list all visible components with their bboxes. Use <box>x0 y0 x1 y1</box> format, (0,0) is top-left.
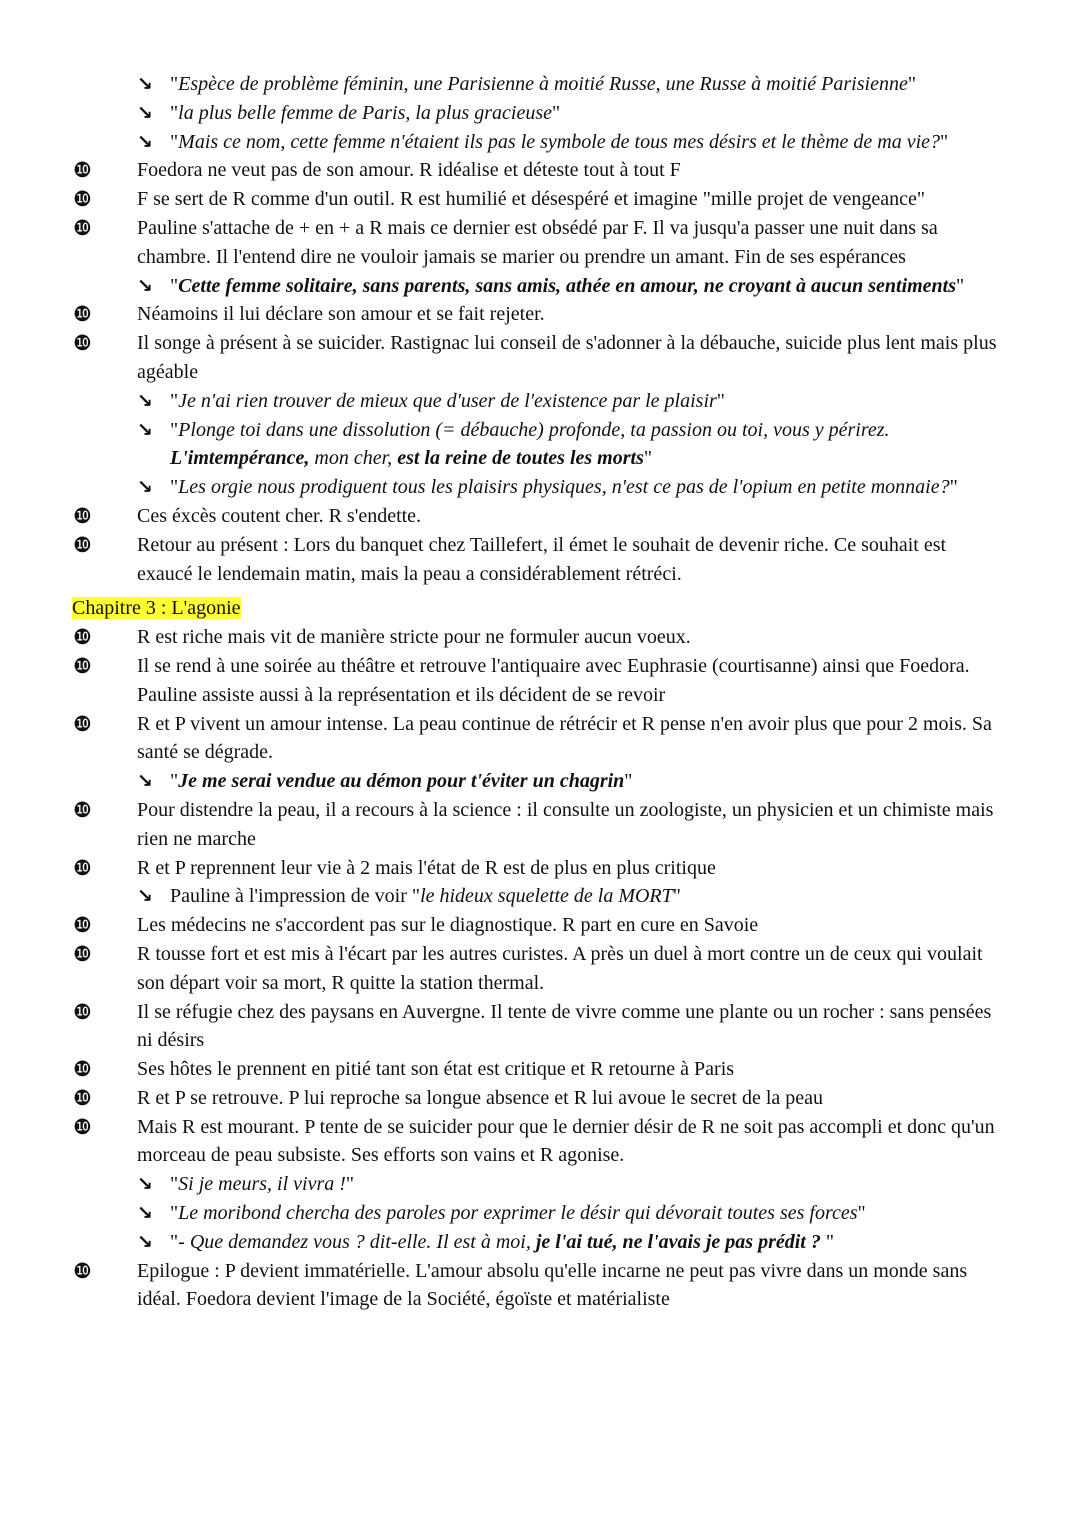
text-segment: " <box>956 274 965 297</box>
text-segment: " <box>170 1202 179 1225</box>
quote-subitem <box>0 128 1003 157</box>
list-item <box>0 1084 1003 1113</box>
text-line <box>170 131 948 153</box>
list-item <box>0 1055 1003 1084</box>
text-segment: Pauline s'attache de + en + a R mais ce dernier est obsédé par F. Il va jusqu'a passer une nuit dans sa chambre. Il l'entend dire ne vouloir jamais se marier ou prendre un amant. Fin de ses espérances <box>137 216 938 268</box>
text-segment: " <box>170 418 179 441</box>
text-line <box>137 655 970 706</box>
text-segment: je l'ai tué, ne l'avais je pas prédit ? <box>535 1230 821 1253</box>
text-line <box>170 102 560 124</box>
quote-subitem <box>0 416 1003 474</box>
text-line <box>170 885 681 907</box>
list-item <box>0 329 1003 387</box>
list-item <box>0 214 1003 272</box>
text-segment: la plus belle femme de Paris, la plus gracieuse <box>178 101 552 124</box>
text-line <box>137 303 545 325</box>
text-segment: Les orgie nous prodiguent tous les plaisirs physiques, n'est ce pas de l'opium en petite monnaie? <box>178 476 950 499</box>
text-line <box>137 159 681 181</box>
quote-subitem <box>0 272 1003 301</box>
text-line <box>137 1001 991 1052</box>
text-segment: Foedora ne veut pas de son amour. R idéalise et déteste tout à tout F <box>137 159 681 182</box>
text-segment: R est riche mais vit de manière stricte pour ne formuler aucun voeux. <box>137 626 691 649</box>
text-line <box>170 73 916 95</box>
circled-ten-bullet-icon: ❿ <box>73 302 92 327</box>
list-item <box>0 796 1003 854</box>
text-segment: L'imtempérance, <box>170 447 310 470</box>
list-item <box>0 531 1003 589</box>
arrow-bullet-icon: ↘ <box>137 476 153 499</box>
text-segment: " <box>170 1173 179 1196</box>
circled-ten-bullet-icon: ❿ <box>73 187 92 212</box>
text-segment: Le moribond chercha des paroles por exprimer le désir qui dévorait toutes ses forces <box>178 1202 858 1225</box>
text-segment: " <box>170 770 179 793</box>
text-segment: Mais ce nom, cette femme n'étaient ils pas le symbole de tous mes désirs et le thème de ma vie? <box>178 130 941 153</box>
text-segment: Il songe à présent à se suicider. Rastignac lui conseil de s'adonner à la débauche, suicide plus lent mais plus agéable <box>137 332 997 383</box>
text-line <box>137 1116 995 1167</box>
text-segment: Il se rend à une soirée au théâtre et retrouve l'antiquaire avec Euphrasie (courtisanne) ainsi que Foedora. Pauline assiste aussi à la représentation et ils décident de se revoir <box>137 654 970 706</box>
text-segment: " <box>857 1202 866 1225</box>
text-line <box>137 217 938 268</box>
quote-subitem <box>0 767 1003 796</box>
text-segment: Pour distendre la peau, il a recours à la science : il consulte un zoologiste, un physicien et un chimiste mais rien ne marche <box>137 798 994 850</box>
text-segment: Néamoins il lui déclare son amour et se fait rejeter. <box>137 303 545 326</box>
list-item <box>0 185 1003 214</box>
text-line <box>137 534 946 585</box>
text-line <box>137 943 983 994</box>
quote-subitem <box>0 387 1003 416</box>
text-segment: " <box>643 447 653 470</box>
text-segment: " <box>907 73 916 95</box>
text-segment: R et P reprennent leur vie à 2 mais l'état de R est de plus en plus critique <box>137 856 716 879</box>
text-line <box>170 419 890 470</box>
list-item <box>0 854 1003 883</box>
text-line <box>137 857 716 879</box>
quote-subitem <box>0 1228 1003 1257</box>
arrow-bullet-icon: ↘ <box>137 1173 153 1196</box>
arrow-bullet-icon: ↘ <box>137 389 153 412</box>
text-segment: Il se réfugie chez des paysans en Auvergne. Il tente de vivre comme une plante ou un rocher : sans pensées ni désirs <box>137 1000 992 1052</box>
document-content <box>0 70 1080 1314</box>
text-line <box>170 275 964 297</box>
circled-ten-bullet-icon: ❿ <box>73 503 92 528</box>
circled-ten-bullet-icon: ❿ <box>73 1085 92 1110</box>
quote-subitem <box>0 473 1003 502</box>
text-segment: Que demandez vous ? dit-elle. Il est à moi, <box>189 1230 536 1253</box>
text-segment: " <box>170 476 179 499</box>
text-line <box>137 505 421 527</box>
text-line <box>170 1202 866 1224</box>
list-item <box>0 300 1003 329</box>
text-line <box>170 1173 354 1195</box>
text-segment: "- <box>170 1230 190 1253</box>
circled-ten-bullet-icon: ❿ <box>73 215 92 240</box>
text-segment: " <box>940 130 949 153</box>
text-line <box>137 188 925 210</box>
quote-subitem <box>0 1170 1003 1199</box>
text-line <box>137 332 996 383</box>
text-segment: " <box>170 101 179 124</box>
arrow-bullet-icon: ↘ <box>137 130 153 153</box>
quote-subitem <box>0 882 1003 911</box>
circled-ten-bullet-icon: ❿ <box>73 797 92 822</box>
text-segment: Epilogue : P devient immatérielle. L'amour absolu qu'elle incarne ne peut pas vivre dans un monde sans idéal. Foedora devient l'image de la Société, égoïste et matérialiste <box>137 1259 968 1311</box>
circled-ten-bullet-icon: ❿ <box>73 999 92 1024</box>
circled-ten-bullet-icon: ❿ <box>73 711 92 736</box>
text-segment: " <box>170 389 179 412</box>
text-segment: Mais R est mourant. P tente de se suicider pour que le dernier désir de R ne soit pas accompli et donc qu'un morceau de peau subsiste. Ses efforts son vains et R agonise. <box>137 1115 995 1167</box>
text-segment: " <box>345 1173 355 1196</box>
text-segment: " <box>170 274 179 297</box>
list-item <box>0 940 1003 998</box>
circled-ten-bullet-icon: ❿ <box>73 532 92 557</box>
text-segment: Si je meurs, il vivra ! <box>178 1173 346 1196</box>
circled-ten-bullet-icon: ❿ <box>73 941 92 966</box>
text-segment: Retour au présent : Lors du banquet chez Taillefert, il émet le souhait de devenir riche. Ce souhait est exaucé le lendemain matin, mais la peau a considérablement rétréci. <box>137 533 947 585</box>
text-segment: Plonge toi dans une dissolution (= débauche) profonde, ta passion ou toi, vous y périrez. <box>178 418 890 441</box>
circled-ten-bullet-icon: ❿ <box>73 625 92 650</box>
text-segment: Cette femme solitaire, sans parents, sans amis, athée en amour, ne croyant à aucun sentiments <box>178 274 957 297</box>
list-item <box>0 652 1003 710</box>
list-item <box>0 1257 1003 1315</box>
text-segment: Je me serai vendue au démon pour t'éviter un chagrin <box>178 770 625 793</box>
text-line <box>72 597 241 619</box>
text-segment: " <box>170 130 179 153</box>
circled-ten-bullet-icon: ❿ <box>73 653 92 678</box>
text-segment: Chapitre 3 : L'agonie <box>72 597 241 620</box>
text-segment: Pauline à l'impression de voir " <box>170 885 421 908</box>
text-segment: Ces éxcès coutent cher. R s'endette. <box>137 504 422 527</box>
list-item <box>0 911 1003 940</box>
text-segment: " <box>624 770 633 793</box>
text-segment: Je n'ai rien trouver de mieux que d'user de l'existence par le plaisir <box>178 389 717 412</box>
text-segment: " <box>949 476 958 499</box>
quote-subitem <box>0 1199 1003 1228</box>
text-line <box>170 770 632 792</box>
text-segment: mon cher, <box>309 447 398 470</box>
quote-subitem <box>0 99 1003 128</box>
circled-ten-bullet-icon: ❿ <box>73 855 92 880</box>
text-line <box>137 914 758 936</box>
text-segment: " <box>716 389 725 412</box>
text-segment: " <box>820 1230 835 1253</box>
text-line <box>137 626 691 648</box>
circled-ten-bullet-icon: ❿ <box>73 1057 92 1082</box>
text-segment: " <box>170 73 179 95</box>
circled-ten-bullet-icon: ❿ <box>73 331 92 356</box>
quote-subitem <box>0 70 1003 99</box>
circled-ten-bullet-icon: ❿ <box>73 1114 92 1139</box>
text-line <box>137 713 992 764</box>
list-item <box>0 1113 1003 1171</box>
circled-ten-bullet-icon: ❿ <box>73 913 92 938</box>
arrow-bullet-icon: ↘ <box>137 274 153 297</box>
arrow-bullet-icon: ↘ <box>137 1202 153 1225</box>
text-segment: le hideux squelette de la MORT <box>420 885 673 908</box>
text-line <box>170 1231 834 1253</box>
text-segment: R tousse fort et est mis à l'écart par les autres curistes. A près un duel à mort contre un de ceux qui voulait son départ voir sa mort, R quitte la station thermal. <box>137 942 983 994</box>
list-item <box>0 710 1003 768</box>
text-line <box>137 1260 967 1311</box>
arrow-bullet-icon: ↘ <box>137 770 153 793</box>
text-line <box>137 1087 823 1109</box>
text-line <box>137 799 993 850</box>
list-item <box>0 502 1003 531</box>
text-segment: " <box>552 101 561 124</box>
text-segment: Les médecins ne s'accordent pas sur le diagnostique. R part en cure en Savoie <box>137 914 759 937</box>
text-line <box>170 476 958 498</box>
arrow-bullet-icon: ↘ <box>137 885 153 908</box>
text-segment: R et P vivent un amour intense. La peau continue de rétrécir et R pense n'en avoir plus que pour 2 mois. Sa santé se dégrade. <box>137 712 992 764</box>
text-line <box>137 1058 734 1080</box>
text-segment: " <box>672 885 681 908</box>
circled-ten-bullet-icon: ❿ <box>73 1258 92 1283</box>
arrow-bullet-icon: ↘ <box>137 73 153 95</box>
arrow-bullet-icon: ↘ <box>137 418 153 441</box>
text-segment: R et P se retrouve. P lui reproche sa longue absence et R lui avoue le secret de la peau <box>137 1086 824 1109</box>
text-line <box>170 390 725 412</box>
chapter-heading <box>0 594 1080 623</box>
arrow-bullet-icon: ↘ <box>137 1230 153 1253</box>
arrow-bullet-icon: ↘ <box>137 101 153 124</box>
text-segment: Espèce de problème féminin, une Parisienne à moitié Russe, une Russe à moitié Parisienne <box>178 73 908 95</box>
list-item <box>0 998 1003 1056</box>
list-item <box>0 156 1003 185</box>
circled-ten-bullet-icon: ❿ <box>73 158 92 183</box>
text-segment: est la reine de toutes les morts <box>397 447 644 470</box>
text-segment: Ses hôtes le prennent en pitié tant son état est critique et R retourne à Paris <box>137 1058 735 1081</box>
text-segment: F se sert de R comme d'un outil. R est humilié et désespéré et imagine "mille projet de vengeance" <box>137 188 926 211</box>
list-item <box>0 623 1003 652</box>
